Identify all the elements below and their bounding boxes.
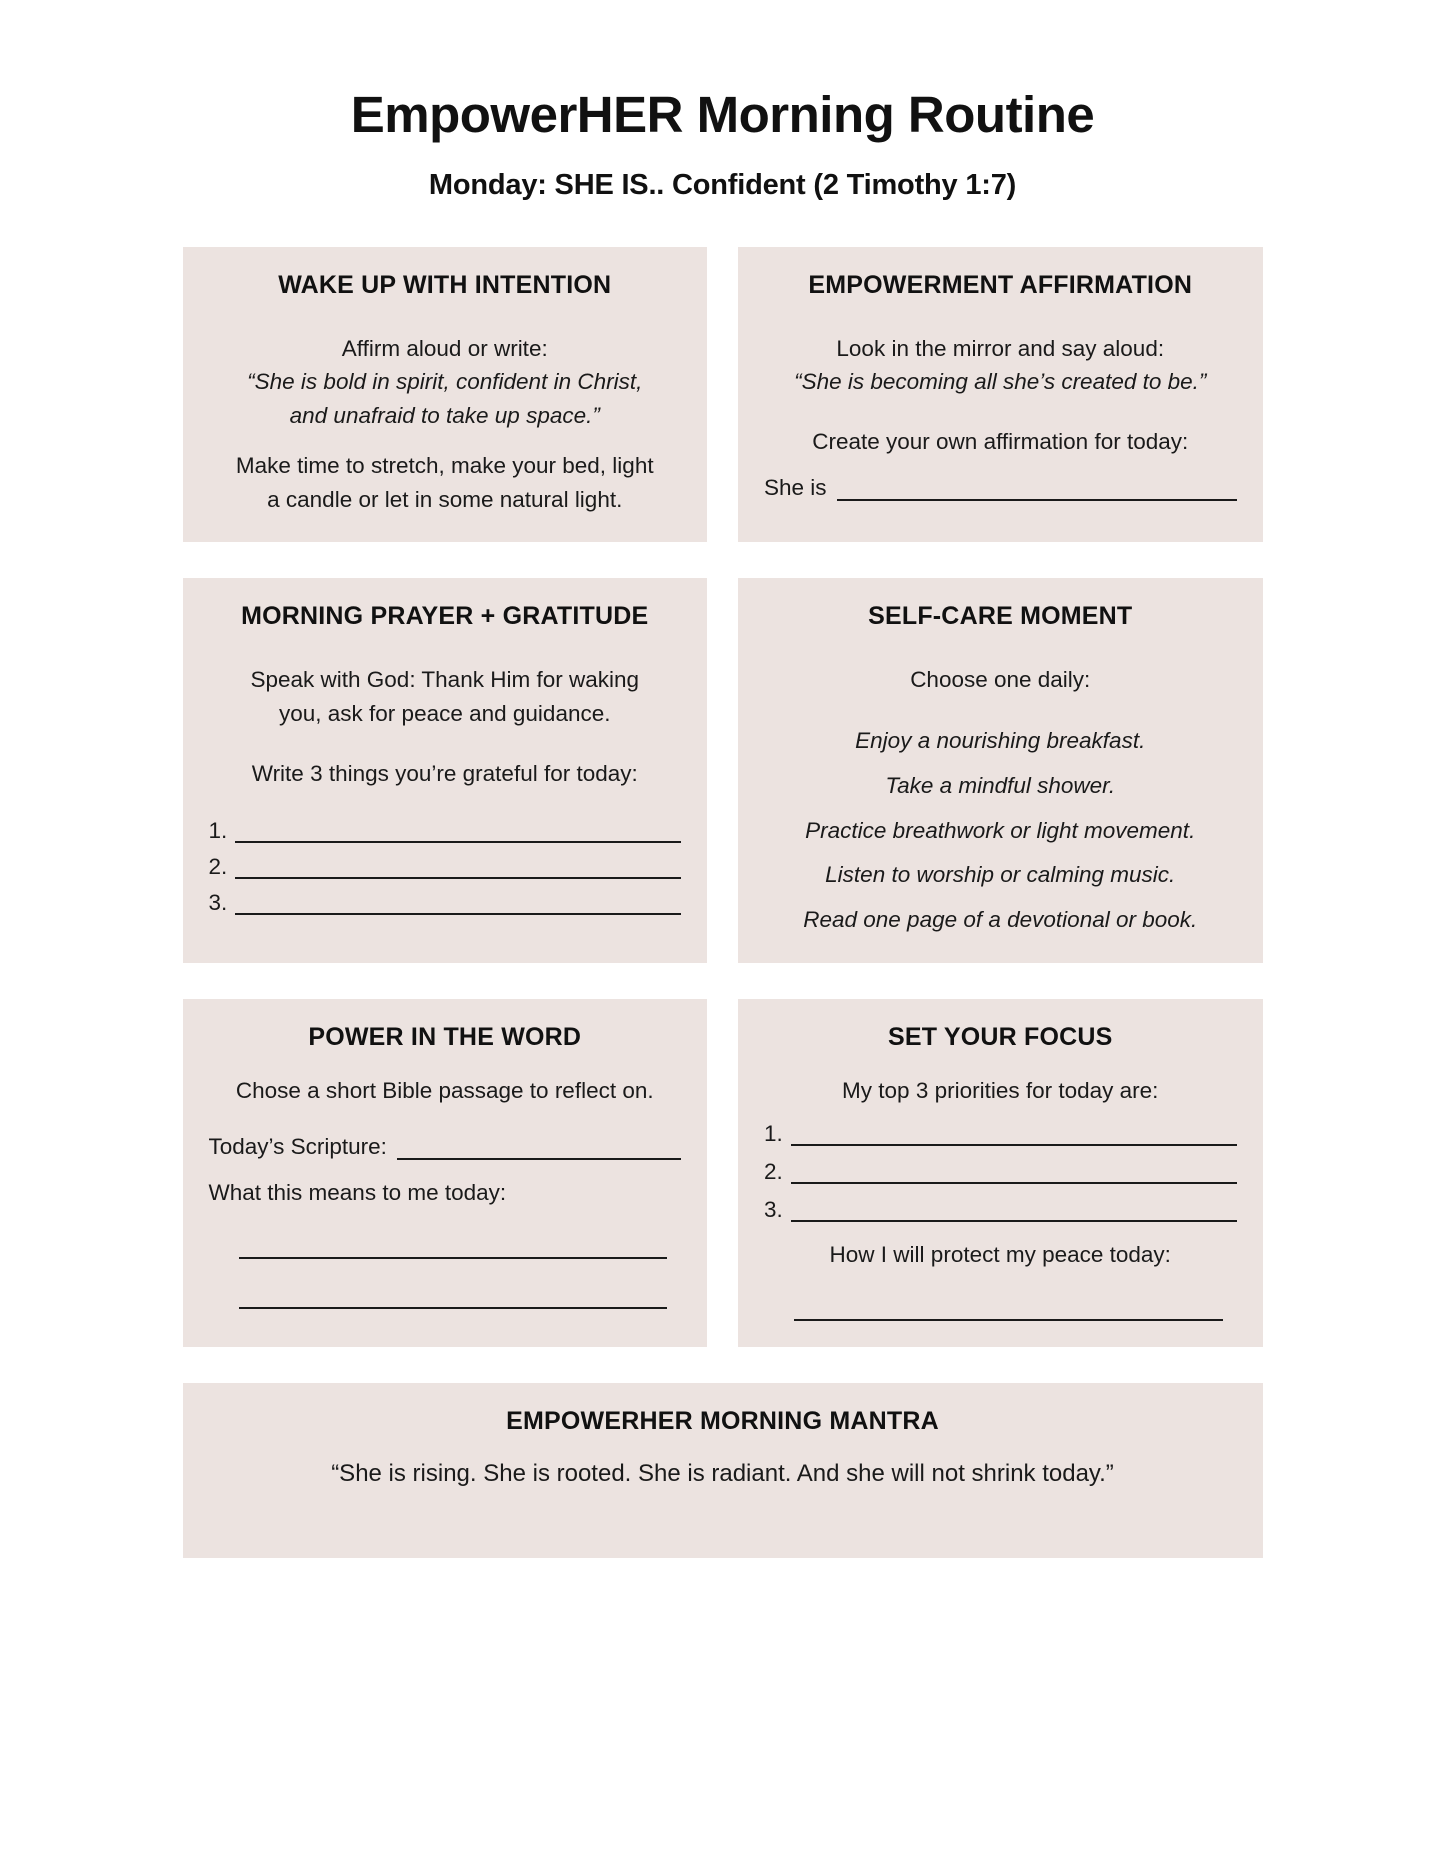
affirmation-write-in-line[interactable]: [837, 479, 1237, 501]
card-title-affirmation: EMPOWERMENT AFFIRMATION: [808, 270, 1193, 299]
scripture-label: Today’s Scripture:: [208, 1133, 387, 1159]
affirmation-prompt: Create your own affirmation for today:: [812, 429, 1189, 455]
focus-prompt: My top 3 priorities for today are:: [842, 1077, 1159, 1103]
affirmation-field-label: She is: [764, 474, 827, 500]
gratitude-number-3: 3.: [208, 890, 228, 916]
wake-up-instruction: Affirm aloud or write:: [341, 335, 548, 361]
gratitude-number-2: 2.: [208, 854, 228, 880]
scripture-write-in-line[interactable]: [397, 1138, 681, 1160]
wake-up-action-line-2: a candle or let in some natural light.: [267, 486, 623, 512]
card-title-prayer: MORNING PRAYER + GRATITUDE: [241, 602, 649, 631]
focus-entry-row: [764, 1198, 1237, 1222]
page-header: [0, 0, 1445, 202]
card-title-power-in-the-word: POWER IN THE WORD: [308, 1022, 582, 1051]
focus-entry-row: [764, 1160, 1237, 1184]
card-power-in-the-word: [183, 999, 708, 1348]
affirmation-entry-row: [764, 475, 1237, 501]
wake-up-quote-line-1: “She is bold in spirit, confident in Christ,: [247, 369, 643, 395]
card-self-care-moment: [738, 578, 1263, 963]
gratitude-number-1: 1.: [208, 818, 228, 844]
self-care-item[interactable]: Listen to worship or calming music.: [825, 862, 1176, 888]
peace-line-wrapper: [764, 1287, 1237, 1321]
mantra-quote: “She is rising. She is rooted. She is radiant. And she will not shrink today.”: [331, 1460, 1114, 1488]
focus-number-1: 1.: [764, 1121, 783, 1147]
page-subtitle: Monday: SHE IS.. Confident (2 Timothy 1:7): [428, 168, 1017, 201]
self-care-item[interactable]: Enjoy a nourishing breakfast.: [855, 728, 1146, 754]
gratitude-entry-row: [209, 819, 682, 843]
self-care-item[interactable]: Read one page of a devotional or book.: [803, 907, 1198, 933]
card-grid: [183, 247, 1263, 1559]
page-title: EmpowerHER Morning Routine: [350, 86, 1095, 143]
card-row-2: [183, 578, 1263, 963]
focus-write-in-line-1[interactable]: [791, 1122, 1237, 1146]
reflection-label: What this means to me today:: [208, 1179, 507, 1205]
peace-write-in-line[interactable]: [794, 1287, 1223, 1321]
self-care-item[interactable]: Take a mindful shower.: [885, 772, 1116, 798]
affirmation-instruction: Look in the mirror and say aloud:: [836, 335, 1165, 361]
gratitude-entry-row: [209, 855, 682, 879]
scripture-entry-row: [209, 1134, 682, 1160]
word-instruction: Chose a short Bible passage to reflect on.: [235, 1077, 654, 1103]
card-empowerher-morning-mantra: [183, 1383, 1263, 1558]
gratitude-prompt: Write 3 things you’re grateful for today:: [251, 760, 638, 786]
card-wake-up-with-intention: [183, 247, 708, 543]
card-morning-prayer-gratitude: [183, 578, 708, 963]
gratitude-write-in-line-2[interactable]: [235, 855, 681, 879]
self-care-prompt: Choose one daily:: [910, 667, 1091, 693]
self-care-item[interactable]: Practice breathwork or light movement.: [805, 817, 1196, 843]
focus-number-2: 2.: [764, 1159, 783, 1185]
card-empowerment-affirmation: [738, 247, 1263, 543]
card-row-1: [183, 247, 1263, 543]
gratitude-entry-row: [209, 891, 682, 915]
focus-write-in-line-3[interactable]: [791, 1198, 1237, 1222]
prayer-instruction-line-2: you, ask for peace and guidance.: [279, 701, 611, 727]
affirmation-quote: “She is becoming all she’s created to be.”: [794, 369, 1207, 395]
gratitude-write-in-line-1[interactable]: [235, 819, 681, 843]
wake-up-quote-line-2: and unafraid to take up space.”: [289, 403, 600, 429]
focus-entry-row: [764, 1122, 1237, 1146]
card-set-your-focus: [738, 999, 1263, 1348]
reflection-write-in-line-2[interactable]: [239, 1275, 668, 1309]
reflection-write-in-line-1[interactable]: [239, 1225, 668, 1259]
card-title-wake-up: WAKE UP WITH INTENTION: [278, 270, 612, 299]
gratitude-write-in-line-3[interactable]: [235, 891, 681, 915]
focus-entry-list: [764, 1122, 1237, 1222]
card-row-4: [183, 1383, 1263, 1558]
card-row-3: [183, 999, 1263, 1348]
focus-number-3: 3.: [764, 1197, 783, 1223]
focus-write-in-line-2[interactable]: [791, 1160, 1237, 1184]
card-title-mantra: EMPOWERHER MORNING MANTRA: [506, 1407, 939, 1436]
card-title-self-care: SELF-CARE MOMENT: [868, 602, 1133, 631]
wake-up-action-line-1: Make time to stretch, make your bed, light: [235, 452, 654, 478]
reflection-line-wrapper-2: [209, 1275, 682, 1309]
card-title-set-your-focus: SET YOUR FOCUS: [887, 1022, 1113, 1051]
reflection-line-wrapper-1: [209, 1225, 682, 1259]
prayer-instruction-line-1: Speak with God: Thank Him for waking: [250, 667, 639, 693]
peace-prompt: How I will protect my peace today:: [829, 1241, 1171, 1267]
